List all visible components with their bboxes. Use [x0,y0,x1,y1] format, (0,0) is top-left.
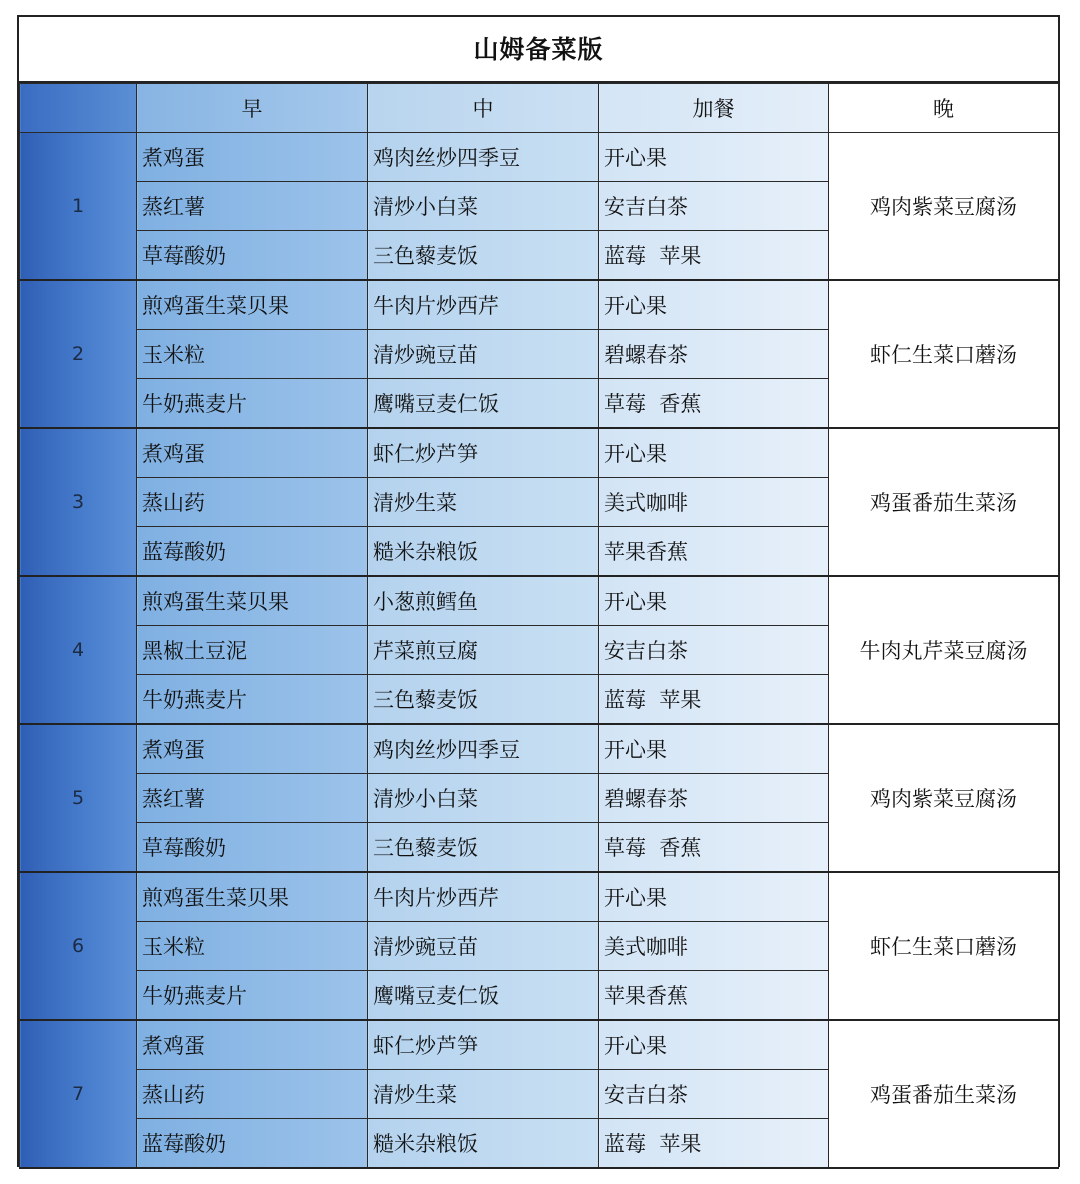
dinner-cell: 鸡肉紫菜豆腐汤 [829,133,1059,281]
snack-item-cell: 碧螺春茶 [599,774,829,823]
snack-item-cell: 苹果香蕉 [599,527,829,577]
snack-item-cell: 草莓 香蕉 [599,379,829,429]
breakfast-item-cell: 牛奶燕麦片 [137,971,368,1021]
lunch-item-cell: 清炒豌豆苗 [368,922,599,971]
breakfast-item-cell: 牛奶燕麦片 [137,379,368,429]
snack-item-cell: 蓝莓 苹果 [599,231,829,281]
day-number-cell: 6 [20,872,137,1020]
breakfast-item-cell: 煮鸡蛋 [137,724,368,774]
lunch-item-cell: 鸡肉丝炒四季豆 [368,724,599,774]
snack-item-cell: 苹果香蕉 [599,971,829,1021]
breakfast-item-cell: 草莓酸奶 [137,823,368,873]
breakfast-item-cell: 蒸山药 [137,1070,368,1119]
snack-item-cell: 开心果 [599,280,829,330]
lunch-item-cell: 三色藜麦饭 [368,823,599,873]
breakfast-item-cell: 蒸山药 [137,478,368,527]
header-snack: 加餐 [599,84,829,133]
lunch-item-cell: 三色藜麦饭 [368,231,599,281]
header-lunch: 中 [368,84,599,133]
dinner-cell: 虾仁生菜口蘑汤 [829,280,1059,428]
snack-item-cell: 安吉白茶 [599,182,829,231]
lunch-item-cell: 三色藜麦饭 [368,675,599,725]
day-number-cell: 7 [20,1020,137,1168]
meal-plan-sheet [17,15,1060,1167]
lunch-item-cell: 鹰嘴豆麦仁饭 [368,379,599,429]
breakfast-item-cell: 玉米粒 [137,330,368,379]
breakfast-item-cell: 蓝莓酸奶 [137,527,368,577]
header-corner-cell [20,84,137,133]
header-breakfast: 早 [137,84,368,133]
snack-item-cell: 美式咖啡 [599,478,829,527]
page-title: 山姆备菜版 [19,17,1058,83]
lunch-item-cell: 鸡肉丝炒四季豆 [368,133,599,182]
breakfast-item-cell: 草莓酸奶 [137,231,368,281]
breakfast-item-cell: 牛奶燕麦片 [137,675,368,725]
table-row [20,576,1059,626]
breakfast-item-cell: 黑椒土豆泥 [137,626,368,675]
snack-item-cell: 开心果 [599,428,829,478]
snack-item-cell: 蓝莓 苹果 [599,675,829,725]
snack-item-cell: 开心果 [599,872,829,922]
lunch-item-cell: 清炒生菜 [368,1070,599,1119]
breakfast-item-cell: 煮鸡蛋 [137,1020,368,1070]
breakfast-item-cell: 玉米粒 [137,922,368,971]
snack-item-cell: 草莓 香蕉 [599,823,829,873]
table-row [20,280,1059,330]
snack-item-cell: 开心果 [599,1020,829,1070]
breakfast-item-cell: 煎鸡蛋生菜贝果 [137,872,368,922]
dinner-cell: 鸡蛋番茄生菜汤 [829,428,1059,576]
lunch-item-cell: 小葱煎鳕鱼 [368,576,599,626]
table-row [20,428,1059,478]
dinner-cell: 鸡蛋番茄生菜汤 [829,1020,1059,1168]
table-row [20,724,1059,774]
lunch-item-cell: 牛肉片炒西芹 [368,280,599,330]
table-row [20,133,1059,182]
snack-item-cell: 碧螺春茶 [599,330,829,379]
lunch-item-cell: 清炒生菜 [368,478,599,527]
lunch-item-cell: 糙米杂粮饭 [368,1119,599,1169]
snack-item-cell: 蓝莓 苹果 [599,1119,829,1169]
lunch-item-cell: 虾仁炒芦笋 [368,1020,599,1070]
meal-plan-body [20,133,1059,1169]
lunch-item-cell: 芹菜煎豆腐 [368,626,599,675]
snack-item-cell: 开心果 [599,133,829,182]
lunch-item-cell: 牛肉片炒西芹 [368,872,599,922]
breakfast-item-cell: 煮鸡蛋 [137,133,368,182]
breakfast-item-cell: 煎鸡蛋生菜贝果 [137,576,368,626]
breakfast-item-cell: 蒸红薯 [137,182,368,231]
breakfast-item-cell: 煎鸡蛋生菜贝果 [137,280,368,330]
day-number-cell: 3 [20,428,137,576]
lunch-item-cell: 糙米杂粮饭 [368,527,599,577]
lunch-item-cell: 清炒豌豆苗 [368,330,599,379]
lunch-item-cell: 虾仁炒芦笋 [368,428,599,478]
day-number-cell: 5 [20,724,137,872]
lunch-item-cell: 清炒小白菜 [368,774,599,823]
table-row [20,1020,1059,1070]
snack-item-cell: 安吉白茶 [599,626,829,675]
day-number-cell: 1 [20,133,137,281]
breakfast-item-cell: 蓝莓酸奶 [137,1119,368,1169]
snack-item-cell: 美式咖啡 [599,922,829,971]
breakfast-item-cell: 蒸红薯 [137,774,368,823]
day-number-cell: 2 [20,280,137,428]
header-dinner: 晚 [829,84,1059,133]
table-row [20,872,1059,922]
meal-plan-table [19,83,1059,1169]
lunch-item-cell: 鹰嘴豆麦仁饭 [368,971,599,1021]
snack-item-cell: 开心果 [599,724,829,774]
snack-item-cell: 安吉白茶 [599,1070,829,1119]
header-row [20,84,1059,133]
day-number-cell: 4 [20,576,137,724]
dinner-cell: 牛肉丸芹菜豆腐汤 [829,576,1059,724]
snack-item-cell: 开心果 [599,576,829,626]
dinner-cell: 虾仁生菜口蘑汤 [829,872,1059,1020]
dinner-cell: 鸡肉紫菜豆腐汤 [829,724,1059,872]
breakfast-item-cell: 煮鸡蛋 [137,428,368,478]
lunch-item-cell: 清炒小白菜 [368,182,599,231]
